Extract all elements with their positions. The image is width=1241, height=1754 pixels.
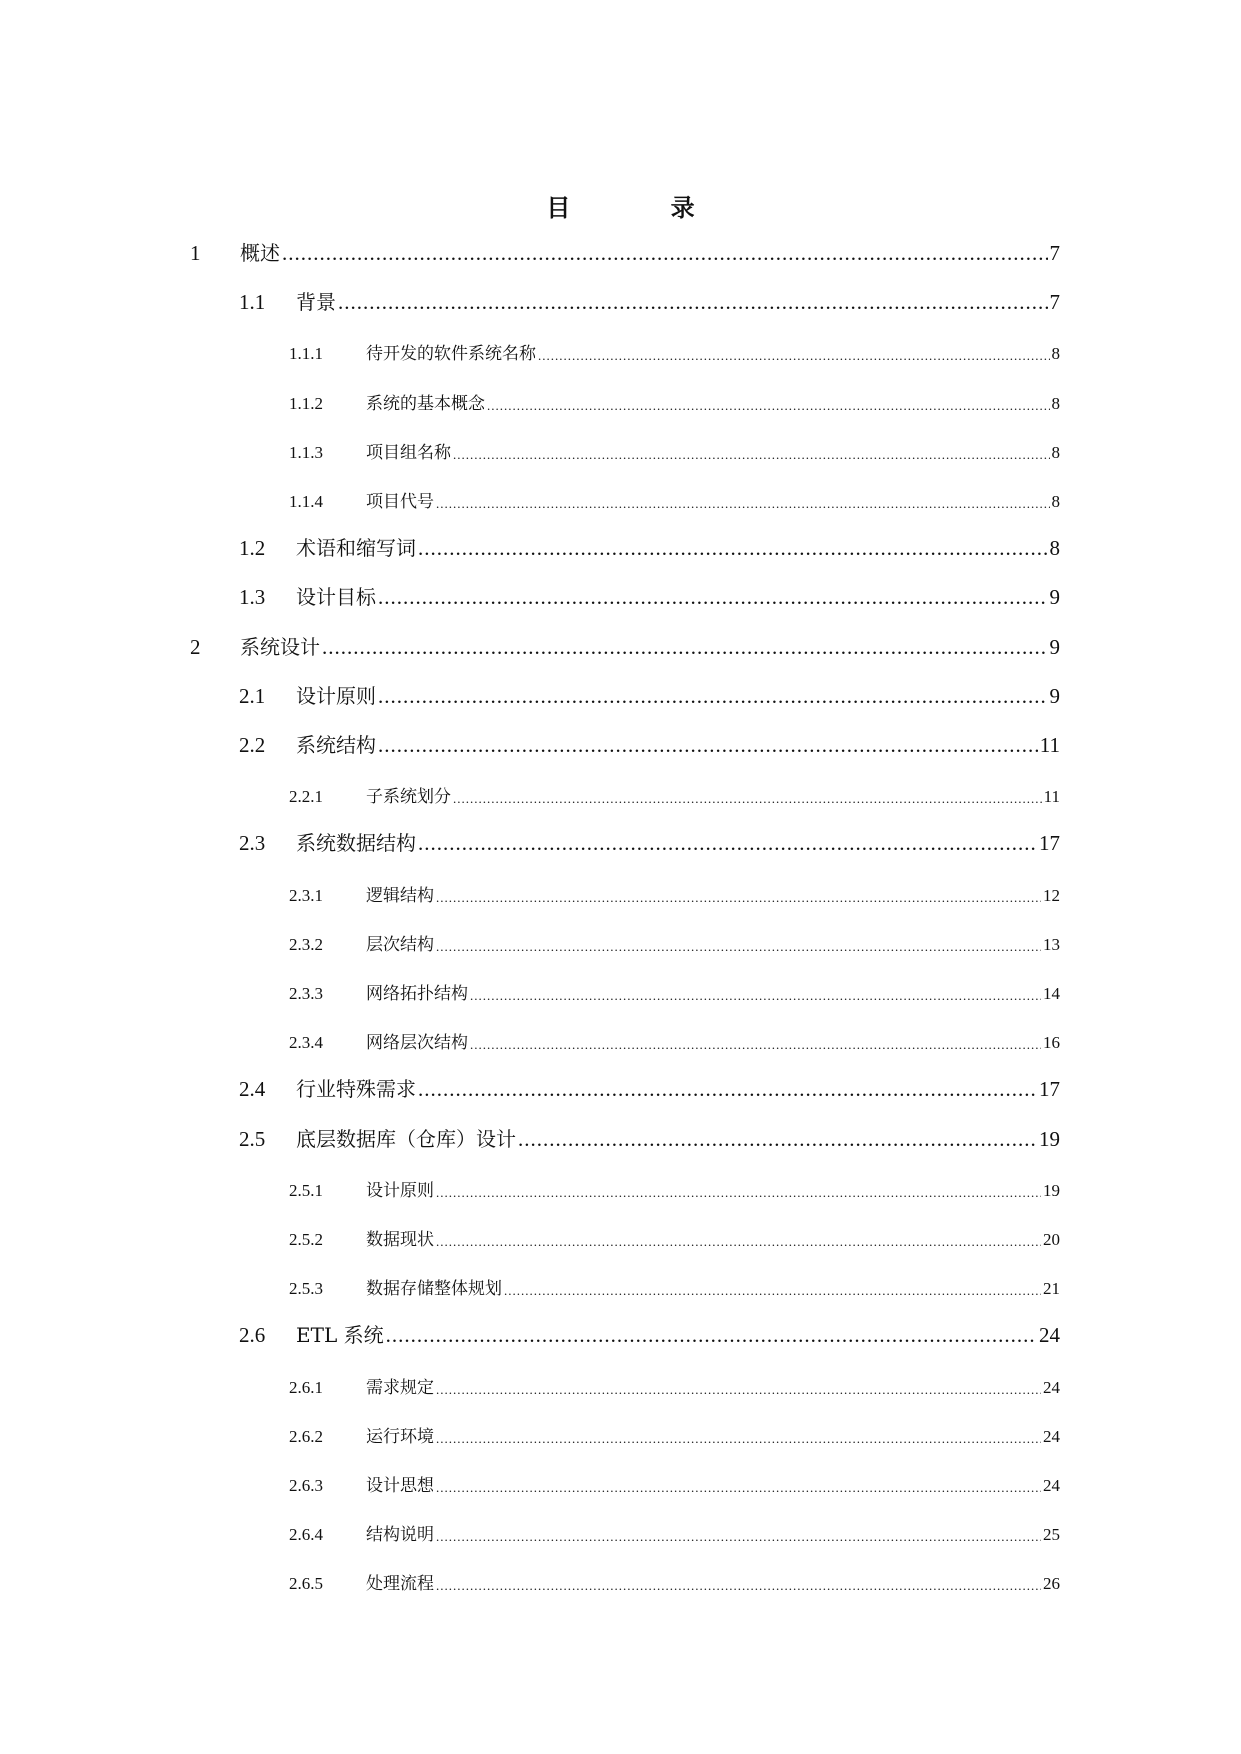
toc-entry-label[interactable]: 待开发的软件系统名称 [366,344,536,365]
toc-entry-page: 17 [1039,1077,1060,1102]
toc-entry-page: 20 [1043,1230,1060,1249]
toc-entry-number: 2.6.3 [289,1476,323,1495]
toc-entry-number: 2.3.3 [289,984,323,1003]
toc-entry-page: 16 [1043,1033,1060,1053]
toc-entry-page: 14 [1043,984,1060,1003]
toc-entry-label[interactable]: 数据现状 [366,1230,434,1250]
toc-entry-page: 12 [1043,885,1060,905]
toc-entry-label[interactable]: 设计目标 [296,585,376,610]
toc-entry-number: 2.3.1 [289,885,323,905]
dot-leader [338,290,1048,315]
toc-entry-number: 2.5.1 [289,1180,323,1200]
toc-entry-page: 19 [1039,1126,1060,1151]
toc-entry-page: 25 [1043,1525,1060,1545]
toc-entry[interactable] [0,1269,1060,1299]
toc-entry-label[interactable]: 系统设计 [240,634,320,659]
dot-leader [436,1529,1041,1545]
toc-entry-label[interactable]: 行业特殊需求 [296,1077,416,1102]
toc-entry[interactable] [0,236,1060,266]
toc-entry-page: 17 [1039,831,1060,856]
toc-entry-number: 2.3.2 [289,934,323,954]
toc-entry-label[interactable]: 背景 [296,290,336,315]
toc-entry-label[interactable]: 底层数据库（仓库）设计 [296,1126,516,1151]
toc-entry[interactable] [0,1023,1060,1053]
toc-entry-number: 2.5.3 [289,1279,323,1299]
toc-entry-number: 2.3.4 [289,1033,323,1053]
toc-entry-label[interactable]: 网络层次结构 [366,1033,468,1054]
dot-leader [282,241,1048,266]
dot-leader [378,585,1048,610]
dot-leader [470,988,1041,1004]
toc-entry[interactable] [0,433,1060,463]
toc-entry-page: 13 [1043,934,1060,954]
toc-entry-label[interactable]: 需求规定 [366,1377,434,1398]
toc-entry-page: 19 [1043,1180,1060,1200]
toc-entry[interactable] [0,630,1060,660]
toc-entry-page: 8 [1049,536,1060,561]
dot-leader [453,791,1042,807]
toc-entry-page: 21 [1043,1279,1060,1299]
toc-entry[interactable] [0,285,1060,315]
toc-entry-page: 9 [1049,585,1060,610]
toc-entry[interactable] [0,679,1060,709]
toc-entry-number: 2 [190,634,201,659]
toc-entry[interactable] [0,925,1060,955]
toc-entry[interactable] [0,1368,1060,1398]
dot-leader [436,496,1050,512]
toc-entry-label[interactable]: 项目代号 [366,492,434,512]
toc-entry-number: 2.6 [239,1323,266,1348]
toc-entry-label[interactable]: 运行环境 [366,1426,434,1447]
toc-entry[interactable] [0,1318,1060,1348]
dot-leader [436,1234,1041,1250]
dot-leader [378,733,1038,758]
dot-leader [453,447,1050,463]
dot-leader [436,1431,1041,1447]
toc-entry-label[interactable]: 数据存储整体规划 [366,1279,502,1300]
toc-entry-page: 24 [1043,1377,1060,1397]
dot-leader [518,1127,1037,1152]
toc-entry-number: 1.3 [239,585,266,610]
toc-entry-label[interactable]: 结构说明 [366,1525,434,1546]
toc-entry-page: 11 [1039,733,1060,757]
toc-entry-number: 2.1 [239,683,266,708]
dot-leader [386,1323,1037,1348]
toc-entry-number: 1.1.1 [289,344,323,364]
dot-leader [436,890,1041,906]
toc-entry-page: 7 [1049,290,1060,315]
dot-leader [436,1185,1041,1201]
toc-entry[interactable] [0,728,1060,758]
toc-entry-label[interactable]: 子系统划分 [366,787,451,808]
toc-entry[interactable] [0,974,1060,1004]
toc-entry-label[interactable]: 项目组名称 [366,442,451,463]
toc-entry-number: 2.2 [239,733,266,757]
toc-entry-page: 7 [1049,241,1060,265]
toc-entry-page: 26 [1043,1574,1060,1594]
toc-entry-page: 24 [1043,1426,1060,1446]
dot-leader [504,1283,1041,1299]
toc-entry-number: 1.1 [239,290,266,315]
toc-entry-label[interactable]: 逻辑结构 [366,885,434,906]
toc-entry[interactable] [0,1564,1060,1594]
toc-entry-number: 2.5 [239,1126,266,1151]
toc-title: 目 录 [546,194,741,222]
toc-entry-number: 2.6.1 [289,1377,323,1397]
dot-leader [418,1077,1037,1102]
toc-entry[interactable] [0,1220,1060,1250]
toc-entry-label[interactable]: ETL 系统 [296,1323,384,1348]
toc-entry[interactable] [0,1515,1060,1545]
toc-entry-page: 8 [1051,442,1060,462]
toc-entry-label[interactable]: 系统数据结构 [296,831,416,856]
toc-entry-label[interactable]: 概述 [240,241,280,265]
toc-entry-label[interactable]: 术语和缩写词 [296,536,416,561]
toc-entry-label[interactable]: 设计思想 [366,1476,434,1496]
dot-leader [436,1480,1041,1496]
toc-entry[interactable] [0,1122,1060,1152]
toc-entry[interactable] [0,876,1060,906]
toc-entry-page: 8 [1051,492,1060,511]
toc-entry[interactable] [0,1171,1060,1201]
toc-entry-page: 24 [1039,1323,1060,1348]
toc-entry-label[interactable]: 系统的基本概念 [366,393,485,414]
dot-leader [538,348,1050,364]
toc-entry-page: 24 [1043,1476,1060,1495]
toc-entry-number: 2.3 [239,831,266,856]
toc-entry-label[interactable]: 设计原则 [366,1180,434,1201]
dot-leader [322,635,1048,660]
dot-leader [436,1578,1041,1594]
toc-entry[interactable] [0,1072,1060,1102]
toc-entry-number: 2.6.4 [289,1525,323,1545]
toc-entry-number: 2.6.5 [289,1574,323,1594]
toc-entry-number: 1.1.2 [289,393,323,413]
toc-entry-label[interactable]: 系统结构 [296,733,376,757]
toc-entry-page: 9 [1049,634,1060,659]
dot-leader [378,684,1048,709]
toc-entry[interactable] [0,482,1060,512]
toc-entry-number: 2.5.2 [289,1230,323,1249]
dot-leader [470,1037,1041,1053]
dot-leader [487,398,1050,414]
toc-entry-page: 11 [1043,787,1060,807]
toc-entry-page: 9 [1049,683,1060,708]
toc-entry[interactable] [0,1417,1060,1447]
toc-entry[interactable] [0,334,1060,364]
toc-entry-number: 1 [190,241,201,265]
toc-entry-label[interactable]: 设计原则 [296,683,376,708]
toc-entry[interactable] [0,384,1060,414]
toc-entry-page: 8 [1051,393,1060,413]
toc-entry-number: 2.6.2 [289,1426,323,1446]
toc-entry-page: 8 [1051,344,1060,364]
toc-entry-number: 1.1.3 [289,442,323,462]
toc-entry-label[interactable]: 网络拓扑结构 [366,984,468,1004]
dot-leader [418,536,1048,561]
toc-entry[interactable] [0,580,1060,610]
toc-entry[interactable] [0,531,1060,561]
dot-leader [436,939,1041,955]
toc-entry-number: 2.2.1 [289,787,323,807]
toc-entry[interactable] [0,777,1060,807]
toc-entry[interactable] [0,826,1060,856]
toc-entry-number: 1.1.4 [289,492,323,511]
toc-entry[interactable] [0,1466,1060,1496]
toc-entry-label[interactable]: 层次结构 [366,934,434,955]
dot-leader [418,831,1037,856]
toc-entry-number: 1.2 [239,536,266,561]
toc-entry-number: 2.4 [239,1077,266,1102]
toc-entry-label[interactable]: 处理流程 [366,1574,434,1595]
dot-leader [436,1382,1041,1398]
